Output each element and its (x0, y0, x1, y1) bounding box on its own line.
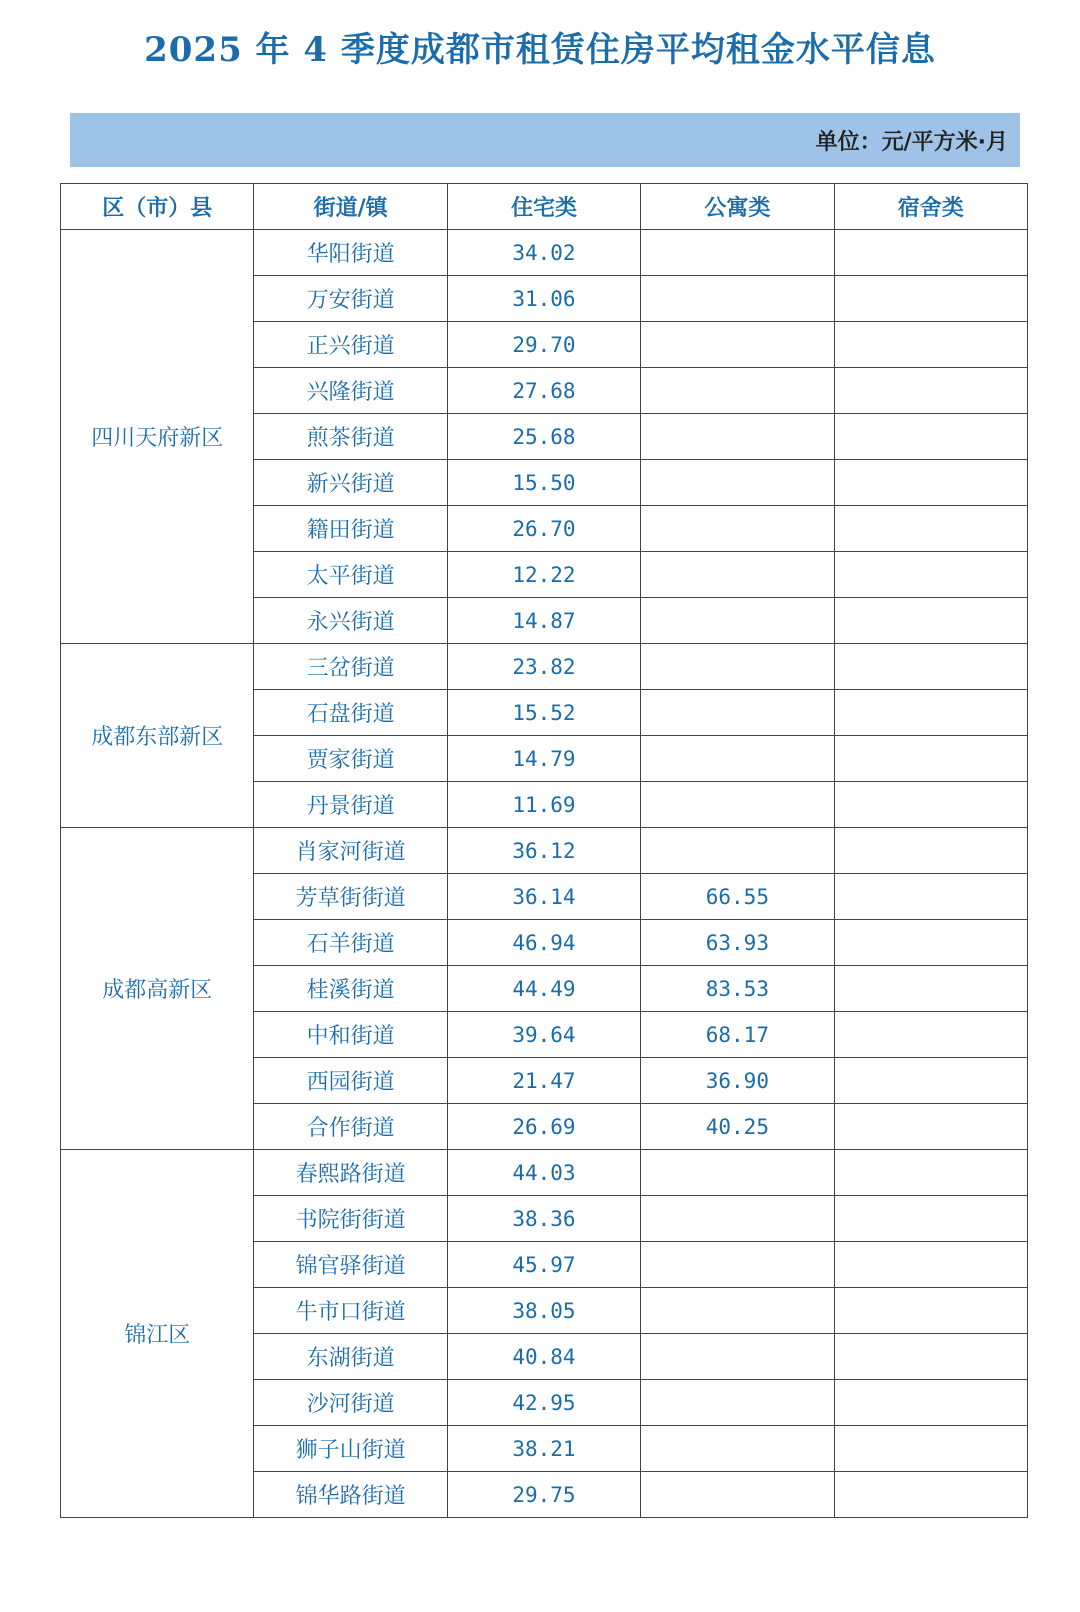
street-cell: 合作街道 (254, 1104, 447, 1150)
apartment-rent-cell (641, 276, 834, 322)
residential-rent-cell: 46.94 (447, 920, 640, 966)
residential-rent-cell: 42.95 (447, 1380, 640, 1426)
residential-rent-cell: 38.21 (447, 1426, 640, 1472)
street-cell: 三岔街道 (254, 644, 447, 690)
apartment-rent-cell (641, 1150, 834, 1196)
dormitory-rent-cell (834, 230, 1027, 276)
dormitory-rent-cell (834, 1012, 1027, 1058)
apartment-rent-cell: 63.93 (641, 920, 834, 966)
apartment-rent-cell (641, 368, 834, 414)
residential-rent-cell: 15.50 (447, 460, 640, 506)
street-cell: 石盘街道 (254, 690, 447, 736)
residential-rent-cell: 40.84 (447, 1334, 640, 1380)
apartment-rent-cell (641, 1334, 834, 1380)
street-cell: 籍田街道 (254, 506, 447, 552)
apartment-rent-cell (641, 460, 834, 506)
apartment-rent-cell (641, 690, 834, 736)
street-cell: 煎茶街道 (254, 414, 447, 460)
header-district: 区（市）县 (61, 184, 254, 230)
dormitory-rent-cell (834, 460, 1027, 506)
street-cell: 永兴街道 (254, 598, 447, 644)
apartment-rent-cell (641, 414, 834, 460)
street-cell: 春熙路街道 (254, 1150, 447, 1196)
dormitory-rent-cell (834, 506, 1027, 552)
apartment-rent-cell (641, 782, 834, 828)
district-cell: 成都东部新区 (61, 644, 254, 828)
residential-rent-cell: 27.68 (447, 368, 640, 414)
dormitory-rent-cell (834, 782, 1027, 828)
apartment-rent-cell: 40.25 (641, 1104, 834, 1150)
dormitory-rent-cell (834, 1196, 1027, 1242)
apartment-rent-cell (641, 828, 834, 874)
street-cell: 东湖街道 (254, 1334, 447, 1380)
dormitory-rent-cell (834, 1426, 1027, 1472)
dormitory-rent-cell (834, 644, 1027, 690)
dormitory-rent-cell (834, 276, 1027, 322)
apartment-rent-cell (641, 1242, 834, 1288)
apartment-rent-cell (641, 1472, 834, 1518)
residential-rent-cell: 26.69 (447, 1104, 640, 1150)
dormitory-rent-cell (834, 322, 1027, 368)
dormitory-rent-cell (834, 828, 1027, 874)
street-cell: 锦华路街道 (254, 1472, 447, 1518)
residential-rent-cell: 25.68 (447, 414, 640, 460)
apartment-rent-cell (641, 230, 834, 276)
street-cell: 丹景街道 (254, 782, 447, 828)
street-cell: 石羊街道 (254, 920, 447, 966)
header-residential: 住宅类 (447, 184, 640, 230)
dormitory-rent-cell (834, 1288, 1027, 1334)
table-row (61, 644, 1028, 690)
dormitory-rent-cell (834, 552, 1027, 598)
rent-table (60, 183, 1028, 1518)
table-row (61, 828, 1028, 874)
dormitory-rent-cell (834, 1472, 1027, 1518)
residential-rent-cell: 14.79 (447, 736, 640, 782)
residential-rent-cell: 44.49 (447, 966, 640, 1012)
table-row (61, 1150, 1028, 1196)
apartment-rent-cell: 36.90 (641, 1058, 834, 1104)
dormitory-rent-cell (834, 368, 1027, 414)
table-row (61, 230, 1028, 276)
apartment-rent-cell (641, 1380, 834, 1426)
dormitory-rent-cell (834, 1150, 1027, 1196)
residential-rent-cell: 29.75 (447, 1472, 640, 1518)
street-cell: 新兴街道 (254, 460, 447, 506)
apartment-rent-cell (641, 736, 834, 782)
residential-rent-cell: 36.14 (447, 874, 640, 920)
street-cell: 贾家街道 (254, 736, 447, 782)
residential-rent-cell: 11.69 (447, 782, 640, 828)
street-cell: 狮子山街道 (254, 1426, 447, 1472)
street-cell: 肖家河街道 (254, 828, 447, 874)
header-dormitory: 宿舍类 (834, 184, 1027, 230)
residential-rent-cell: 38.36 (447, 1196, 640, 1242)
residential-rent-cell: 12.22 (447, 552, 640, 598)
street-cell: 中和街道 (254, 1012, 447, 1058)
dormitory-rent-cell (834, 966, 1027, 1012)
street-cell: 西园街道 (254, 1058, 447, 1104)
street-cell: 正兴街道 (254, 322, 447, 368)
apartment-rent-cell: 83.53 (641, 966, 834, 1012)
dormitory-rent-cell (834, 1058, 1027, 1104)
street-cell: 兴隆街道 (254, 368, 447, 414)
dormitory-rent-cell (834, 1242, 1027, 1288)
residential-rent-cell: 14.87 (447, 598, 640, 644)
street-cell: 太平街道 (254, 552, 447, 598)
apartment-rent-cell: 68.17 (641, 1012, 834, 1058)
street-cell: 桂溪街道 (254, 966, 447, 1012)
dormitory-rent-cell (834, 874, 1027, 920)
unit-banner (70, 113, 1020, 167)
street-cell: 芳草街街道 (254, 874, 447, 920)
residential-rent-cell: 26.70 (447, 506, 640, 552)
dormitory-rent-cell (834, 1104, 1027, 1150)
header-apartment: 公寓类 (641, 184, 834, 230)
street-cell: 华阳街道 (254, 230, 447, 276)
residential-rent-cell: 15.52 (447, 690, 640, 736)
apartment-rent-cell (641, 1288, 834, 1334)
district-cell: 四川天府新区 (61, 230, 254, 644)
apartment-rent-cell (641, 552, 834, 598)
dormitory-rent-cell (834, 1334, 1027, 1380)
residential-rent-cell: 39.64 (447, 1012, 640, 1058)
residential-rent-cell: 38.05 (447, 1288, 640, 1334)
table-header-row (61, 184, 1028, 230)
apartment-rent-cell (641, 1196, 834, 1242)
dormitory-rent-cell (834, 920, 1027, 966)
dormitory-rent-cell (834, 690, 1027, 736)
dormitory-rent-cell (834, 598, 1027, 644)
unit-label: 单位：元/平方米·月 (815, 130, 1008, 155)
residential-rent-cell: 29.70 (447, 322, 640, 368)
residential-rent-cell: 36.12 (447, 828, 640, 874)
apartment-rent-cell (641, 644, 834, 690)
street-cell: 牛市口街道 (254, 1288, 447, 1334)
residential-rent-cell: 31.06 (447, 276, 640, 322)
district-cell: 锦江区 (61, 1150, 254, 1518)
apartment-rent-cell: 66.55 (641, 874, 834, 920)
apartment-rent-cell (641, 1426, 834, 1472)
header-street: 街道/镇 (254, 184, 447, 230)
table-body (61, 230, 1028, 1518)
residential-rent-cell: 34.02 (447, 230, 640, 276)
dormitory-rent-cell (834, 414, 1027, 460)
street-cell: 万安街道 (254, 276, 447, 322)
residential-rent-cell: 21.47 (447, 1058, 640, 1104)
dormitory-rent-cell (834, 736, 1027, 782)
page-title: 2025 年 4 季度成都市租赁住房平均租金水平信息 (144, 30, 936, 70)
street-cell: 沙河街道 (254, 1380, 447, 1426)
street-cell: 书院街街道 (254, 1196, 447, 1242)
residential-rent-cell: 44.03 (447, 1150, 640, 1196)
residential-rent-cell: 45.97 (447, 1242, 640, 1288)
street-cell: 锦官驿街道 (254, 1242, 447, 1288)
residential-rent-cell: 23.82 (447, 644, 640, 690)
apartment-rent-cell (641, 598, 834, 644)
district-cell: 成都高新区 (61, 828, 254, 1150)
apartment-rent-cell (641, 506, 834, 552)
apartment-rent-cell (641, 322, 834, 368)
dormitory-rent-cell (834, 1380, 1027, 1426)
